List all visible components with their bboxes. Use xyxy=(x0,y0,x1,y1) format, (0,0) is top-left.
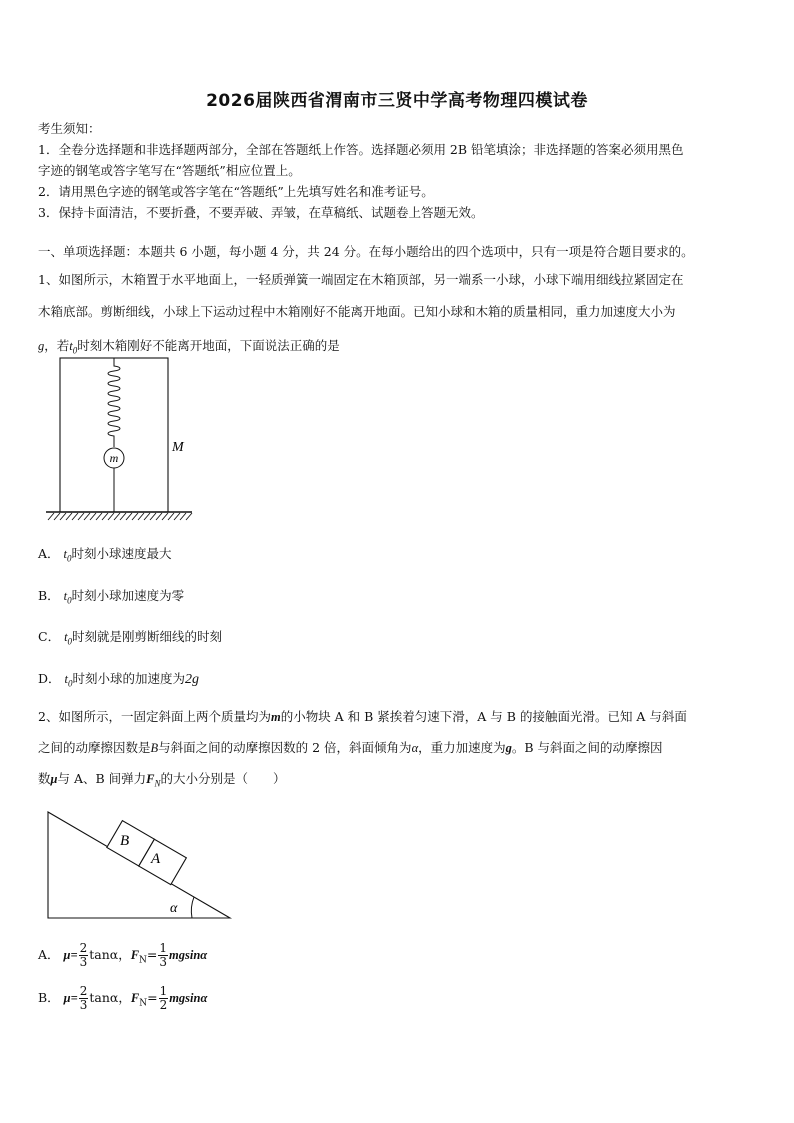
section-heading: 一、单项选择题：本题共 6 小题，每小题 4 分，共 24 分。在每小题给出的四个选项中，只有一项是符合题目要求的。 xyxy=(38,244,694,259)
q1-option-b[interactable]: B． $t_0$时刻小球加速度为零 xyxy=(38,588,185,606)
q1-line-1: 1、如图所示，木箱置于水平地面上，一轻质弹簧一端固定在木箱顶部，另一端系一小球，小球下端用细线拉紧固定在 xyxy=(38,272,684,287)
notice-item-2: 2．请用黑色字迹的钢笔或答字笔在“答题纸”上先填写姓名和准考证号。 xyxy=(38,184,434,199)
incline-figure xyxy=(44,808,236,922)
symbol-g: g xyxy=(38,339,45,353)
block-a-label: A xyxy=(151,851,161,867)
block-b-label: B xyxy=(120,833,130,849)
q1-option-c[interactable]: C． $t_0$时刻就是刚剪断细线的时刻 xyxy=(38,629,223,647)
q1-line-2: 木箱底部。剪断细线，小球上下运动过程中木箱刚好不能离开地面。已知小球和木箱的质量相同，重力加速度大小为 xyxy=(38,304,676,319)
q2-line-2: 之间的动摩擦因数是B与斜面之间的动摩擦因数的 2 倍，斜面倾角为α，重力加速度为g。B 与斜面之间的动摩擦因 xyxy=(38,740,663,755)
ground-hatch xyxy=(48,513,192,520)
notice-item-1-line-2: 字迹的钢笔或答字笔写在“答题纸”相应位置上。 xyxy=(38,163,301,178)
blocks xyxy=(107,821,187,885)
angle-arc xyxy=(191,897,194,918)
ball-label: m xyxy=(109,451,119,465)
q1-line-3: g，若$t_0$时刻木箱刚好不能离开地面，下面说法正确的是 xyxy=(38,338,340,356)
q2-line-3: 数μ与 A、B 间弹力$F_N$的大小分别是（ ） xyxy=(38,771,286,789)
spring xyxy=(108,358,120,447)
symbol-t0: $t_0$ xyxy=(69,339,78,356)
notice-heading: 考生须知： xyxy=(38,121,101,136)
spring-box-figure xyxy=(40,352,200,524)
q1-option-a[interactable]: A． $t_0$时刻小球速度最大 xyxy=(38,546,172,564)
q2-option-b[interactable]: B． μ= $\frac{2}{3}$ tanα，$F_N=$ $\frac{1}{2}$ mgsinα xyxy=(38,984,208,1012)
angle-label: α xyxy=(170,901,178,916)
q2-line-1: 2、如图所示，一固定斜面上两个质量均为m的小物块 A 和 B 紧挨着匀速下滑，A 与 B 的接触面光滑。已知 A 与斜面 xyxy=(38,709,687,724)
notice-item-1-line-1: 1．全卷分选择题和非选择题两部分，全部在答题纸上作答。选择题必须用 2B 铅笔填涂；非选择题的答案必须用黑色 xyxy=(38,142,684,157)
box-label: M xyxy=(172,440,184,455)
q2-option-a[interactable]: A． μ= $\frac{2}{3}$ tanα，$F_N=$ $\frac{1}{3}$ mgsinα xyxy=(38,941,208,969)
page-title: 2026届陕西省渭南市三贤中学高考物理四模试卷 xyxy=(206,91,588,111)
q1-option-d[interactable]: D． $t_0$时刻小球的加速度为2g xyxy=(38,671,200,689)
notice-item-3: 3．保持卡面清洁，不要折叠，不要弄破、弄皱，在草稿纸、试题卷上答题无效。 xyxy=(38,205,484,220)
